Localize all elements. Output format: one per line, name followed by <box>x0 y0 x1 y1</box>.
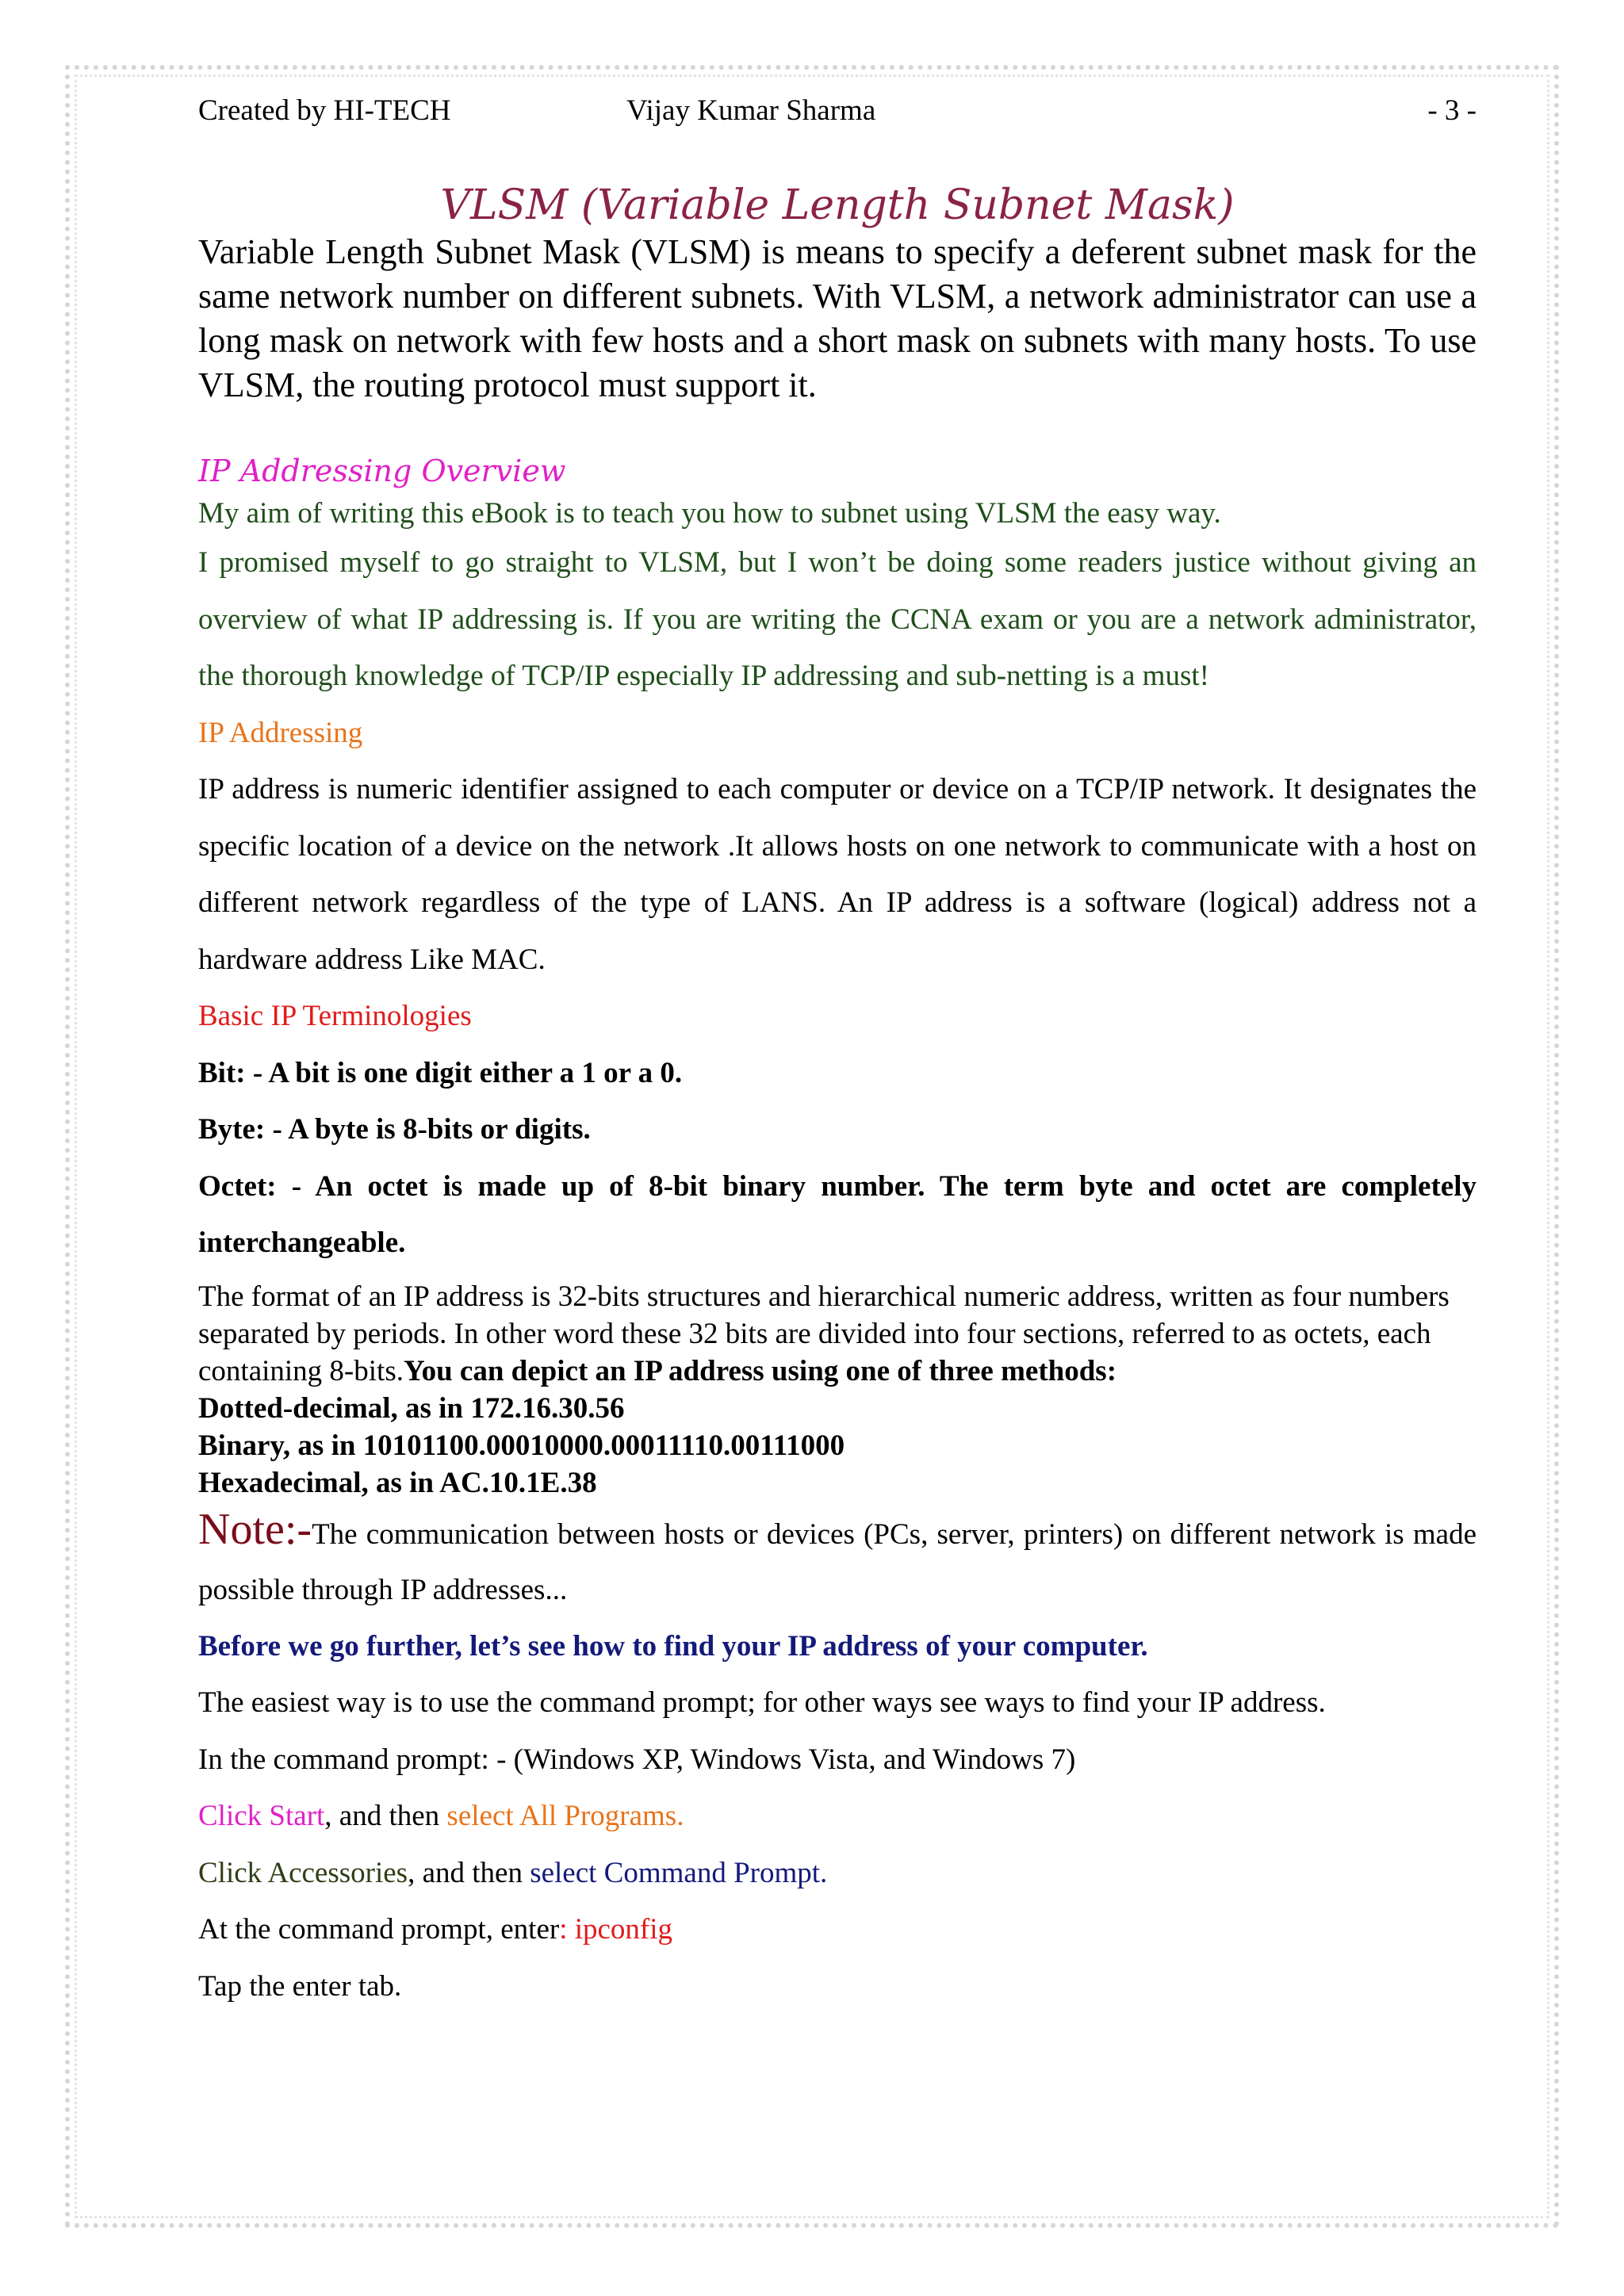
step-select-all-programs: select All Programs. <box>446 1800 684 1832</box>
step-enter-command <box>198 1901 1477 1958</box>
step-click-start-join: , and then <box>324 1800 447 1832</box>
page-header <box>198 94 1477 138</box>
format-paragraph <box>198 1278 1477 1390</box>
note-label: Note:- <box>198 1504 312 1554</box>
step-select-command-prompt: select Command Prompt. <box>530 1856 828 1889</box>
header-author-name: Vijay Kumar Sharma <box>626 94 876 127</box>
ip-addressing-heading: IP Addressing <box>198 716 363 749</box>
terminologies-heading: Basic IP Terminologies <box>198 1000 472 1032</box>
overview-paragraph-1: My aim of writing this eBook is to teach you how to subnet using VLSM the easy way. <box>198 497 1221 530</box>
page-content <box>198 94 1477 2015</box>
step-click-accessories-label: Click Accessories <box>198 1856 408 1889</box>
step-click-accessories-join: , and then <box>408 1856 530 1889</box>
find-ip-paragraph-2: In the command prompt: - (Windows XP, Windows Vista, and Windows 7) <box>198 1743 1076 1776</box>
format-dotted-decimal: Dotted-decimal, as in 172.16.30.56 <box>198 1391 625 1425</box>
step-click-start-label: Click Start <box>198 1800 325 1832</box>
note-text: The communication between hosts or devices (PCs, server, printers) on different network is made possible through IP addresses... <box>198 1517 1477 1606</box>
find-ip-heading: Before we go further, let’s see how to find your IP address of your computer. <box>198 1629 1148 1663</box>
term-octet: Octet: - An octet is made up of 8-bit binary number. The term byte and octet are completely interchangeable. <box>198 1169 1477 1259</box>
page-number: - 3 - <box>1427 94 1477 127</box>
page-title: VLSM (Variable Length Subnet Mask) <box>440 182 1235 229</box>
step-tap-enter: Tap the enter tab. <box>198 1969 402 2003</box>
format-binary: Binary, as in 10101100.00010000.00011110.00111000 <box>198 1429 845 1462</box>
intro-paragraph: Variable Length Subnet Mask (VLSM) is means to specify a deferent subnet mask for the same network number on different subnets. With VLSM, a network administrator can use a long mask on network with few hosts and a short mask on subnets with many hosts. To use VLSM, the routing protocol must support it. <box>198 232 1477 404</box>
term-byte: Byte: - A byte is 8-bits or digits. <box>198 1113 591 1146</box>
note-paragraph <box>198 1502 1477 1618</box>
overview-heading: IP Addressing Overview <box>198 453 566 488</box>
format-hexadecimal: Hexadecimal, as in AC.10.1E.38 <box>198 1466 597 1499</box>
step-click-accessories <box>198 1845 1477 1902</box>
format-methods-intro: You can depict an IP address using one of three methods: <box>403 1354 1117 1387</box>
header-author-org: Created by HI-TECH <box>198 94 451 127</box>
step-enter-command-label: At the command prompt, enter <box>198 1913 560 1946</box>
term-bit: Bit: - A bit is one digit either a 1 or a 0. <box>198 1056 683 1089</box>
ip-addressing-paragraph: IP address is numeric identifier assigned to each computer or device on a TCP/IP network. It designates the specific location of a device on the network .It allows hosts on one network to communicate with a host on different network regardless of the type of LANS. An IP address is a software (logical) address not a hardware address Like MAC. <box>198 773 1477 976</box>
step-ipconfig-command: : ipconfig <box>559 1913 673 1946</box>
step-click-start <box>198 1788 1477 1845</box>
format-text: The format of an IP address is 32-bits structures and hierarchical numeric address, written as four numbers separated by periods. In other word these 32 bits are divided into four sections, referred to as octets, each containing 8-bits. <box>198 1280 1450 1387</box>
find-ip-paragraph-1: The easiest way is to use the command prompt; for other ways see ways to find your IP address. <box>198 1686 1326 1719</box>
overview-paragraph-2: I promised myself to go straight to VLSM, but I won’t be doing some readers justice without giving an overview of what IP addressing is. If you are writing the CCNA exam or you are a network administrator, the thorough knowledge of TCP/IP especially IP addressing and sub-netting is a must! <box>198 546 1477 692</box>
